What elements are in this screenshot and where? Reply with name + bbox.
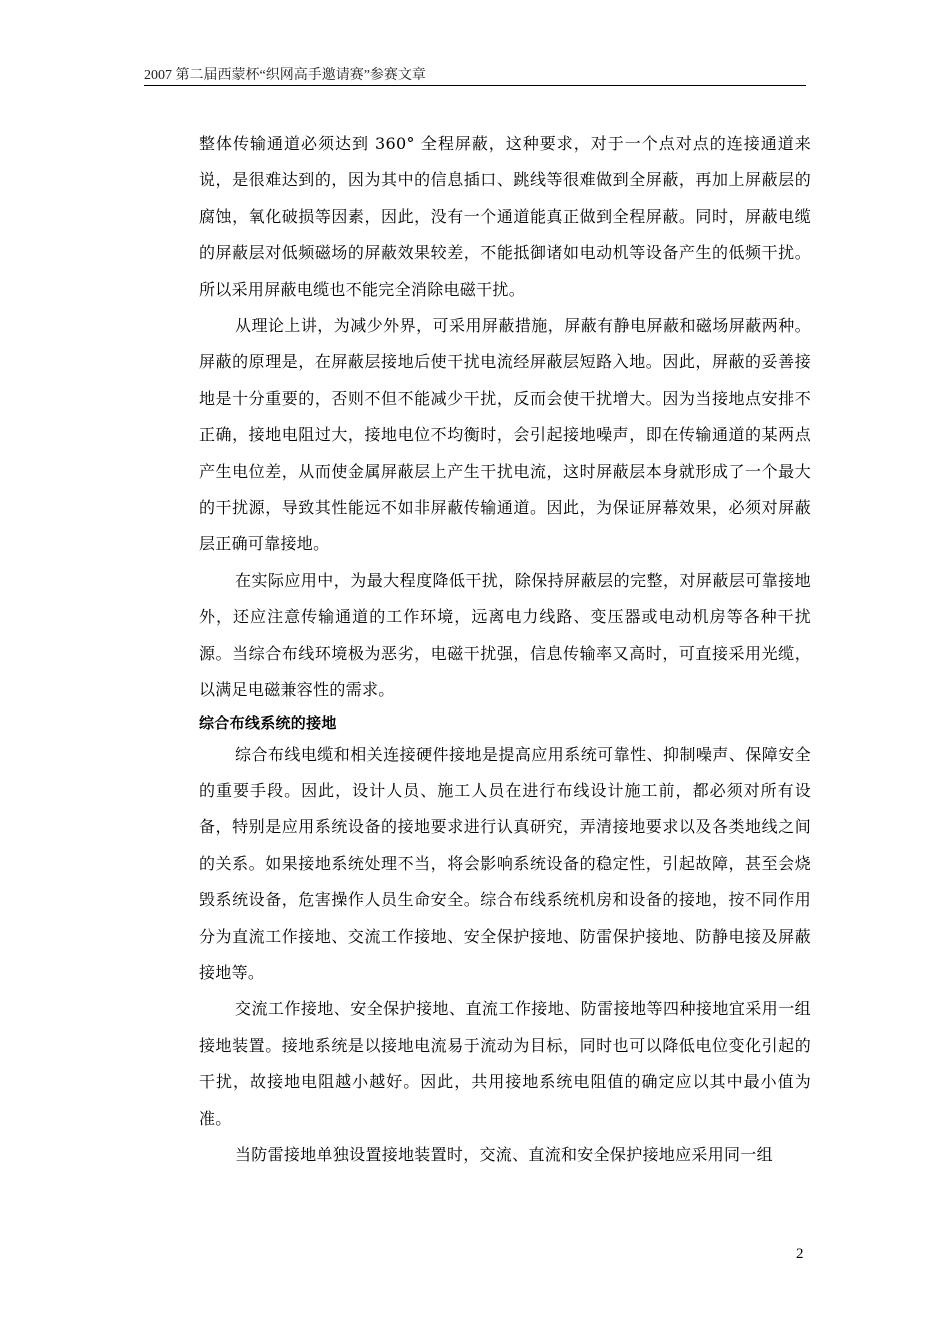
paragraph: 当防雷接地单独设置接地装置时，交流、直流和安全保护接地应采用同一组 [235, 1144, 773, 1164]
paragraph: 整体传输通道必须达到 360° 全程屏蔽，这种要求，对于一个点对点的连接通道来说，是很难达到的，因为其中的信息插口、跳线等很难做到全屏蔽，再加上屏蔽层的腐蚀，氧化破损等因素，因此，没有一个通道能真正做到全程屏蔽。同时，屏蔽电缆的屏蔽层对低频磁场的屏蔽效果较差，不能抵御诸如电动机等设备产生的低频干扰。所以采用屏蔽电缆也不能完全消除电磁干扰。 [199, 134, 811, 299]
paragraph: 从理论上讲，为减少外界，可采用屏蔽措施，屏蔽有静电屏蔽和磁场屏蔽两种。屏蔽的原理是，在屏蔽层接地后使干扰电流经屏蔽层短路入地。因此，屏蔽的妥善接地是十分重要的，否则不但不能减少干扰，反而会使干扰增大。因为当接地点安排不正确，接地电阻过大，接地电位不均衡时，会引起接地噪声，即在传输通道的某两点产生电位差，从而使金属屏蔽层上产生干扰电流，这时屏蔽层本身就形成了一个最大的干扰源，导致其性能远不如非屏蔽传输通道。因此，为保证屏幕效果，必须对屏蔽层正确可靠接地。 [199, 316, 811, 554]
paragraph: 交流工作接地、安全保护接地、直流工作接地、防雷接地等四种接地宜采用一组接地装置。接地系统是以接地电流易于流动为目标，同时也可以降低电位变化引起的干扰，故接地电阻越小越好。因此，共用接地系统电阻值的确定应以其中最小值为准。 [199, 999, 811, 1128]
document-body [199, 126, 811, 1173]
running-header: 2007 第二届西蒙杯“织网高手邀请赛”参赛文章 [144, 68, 426, 83]
paragraph: 综合布线电缆和相关连接硬件接地是提高应用系统可靠性、抑制噪声、保障安全的重要手段。因此，设计人员、施工人员在进行布线设计施工前，都必须对所有设备，特别是应用系统设备的接地要求进行认真研究，弄清接地要求以及各类地线之间的关系。如果接地系统处理不当，将会影响系统设备的稳定性，引起故障，甚至会烧毁系统设备，危害操作人员生命安全。综合布线系统机房和设备的接地，按不同作用分为直流工作接地、交流工作接地、安全保护接地、防雷保护接地、防静电接及屏蔽接地等。 [199, 744, 811, 982]
header-divider [144, 85, 806, 86]
section-heading: 综合布线系统的接地 [199, 713, 337, 732]
page-number: 2 [796, 1246, 804, 1262]
paragraph: 在实际应用中，为最大程度降低干扰，除保持屏蔽层的完整，对屏蔽层可靠接地外，还应注意传输通道的工作环境，远离电力线路、变压器或电动机房等各种干扰源。当综合布线环境极为恶劣，电磁干扰强，信息传输率又高时，可直接采用光缆，以满足电磁兼容性的需求。 [199, 570, 811, 700]
